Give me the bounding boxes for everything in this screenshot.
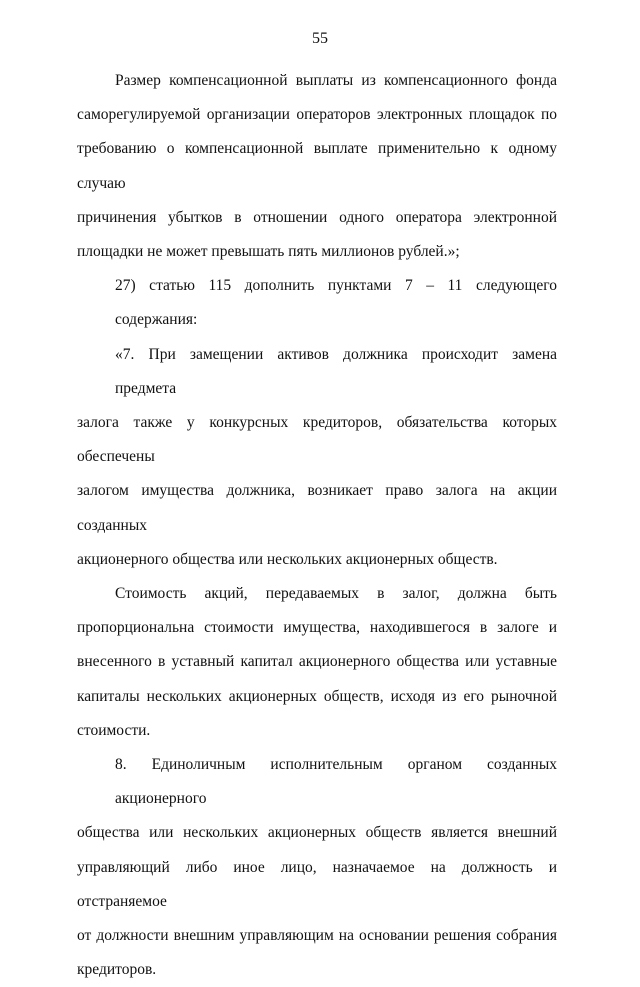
paragraph-point-8 — [77, 748, 557, 987]
text-line: «7. При замещении активов должника происходит замена предмета — [115, 345, 557, 397]
document-body — [77, 64, 557, 987]
page-number: 55 — [312, 30, 328, 47]
paragraph-compensation-amount — [77, 64, 557, 269]
text-line: стоимости. — [77, 721, 151, 739]
text-line: кредиторов. — [77, 961, 157, 979]
text-line: общества или нескольких акционерных обществ является внешний — [77, 824, 557, 842]
text-line: залога также у конкурсных кредиторов, обязательства которых обеспечены — [77, 414, 557, 466]
text-line: требованию о компенсационной выплате применительно к одному случаю — [77, 140, 557, 192]
paragraph-share-value — [77, 577, 557, 748]
text-line: акционерного общества или нескольких акционерных обществ. — [77, 550, 498, 568]
text-line: саморегулируемой организации операторов электронных площадок по — [77, 106, 557, 124]
text-line: причинения убытков в отношении одного оператора электронной — [77, 208, 557, 226]
paragraph-point-7 — [77, 338, 557, 577]
paragraph-article-115 — [77, 269, 557, 337]
text-line: от должности внешним управляющим на основании решения собрания — [77, 927, 557, 945]
text-line: площадки не может превышать пять миллионов рублей.»; — [77, 243, 460, 261]
text-line: пропорциональна стоимости имущества, находившегося в залоге и — [77, 619, 557, 637]
text-line: Стоимость акций, передаваемых в залог, должна быть — [115, 585, 557, 603]
text-line: залогом имущества должника, возникает право залога на акции созданных — [77, 482, 557, 534]
text-line: 27) статью 115 дополнить пунктами 7 – 11 следующего содержания: — [115, 277, 557, 329]
text-line: управляющий либо иное лицо, назначаемое на должность и отстраняемое — [77, 858, 557, 910]
text-line: внесенного в уставный капитал акционерного общества или уставные — [77, 653, 557, 671]
text-line: капиталы нескольких акционерных обществ, исходя из его рыночной — [77, 687, 557, 705]
text-line: 8. Единоличным исполнительным органом созданных акционерного — [115, 756, 557, 808]
text-line: Размер компенсационной выплаты из компенсационного фонда — [115, 72, 557, 89]
